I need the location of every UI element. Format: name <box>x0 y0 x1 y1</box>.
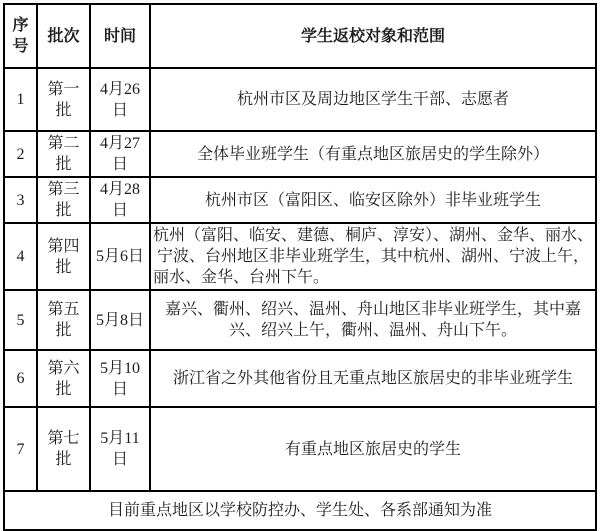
table-row <box>4 407 596 491</box>
table-row <box>4 68 596 131</box>
footer-note-row <box>4 491 596 530</box>
seq-cell: 3 <box>4 177 37 223</box>
header-scope: 学生返校对象和范围 <box>150 4 596 68</box>
scope-cell: 嘉兴、衢州、绍兴、温州、舟山地区非毕业班学生，其中嘉兴、绍兴上午，衢州、温州、舟山下午。 <box>150 290 596 350</box>
batch-cell: 第四批 <box>37 223 90 290</box>
header-batch: 批次 <box>37 4 90 68</box>
batch-cell: 第二批 <box>37 131 90 177</box>
time-cell: 5月10日 <box>90 350 150 407</box>
table-row <box>4 350 596 407</box>
seq-cell: 7 <box>4 407 37 491</box>
seq-cell: 2 <box>4 131 37 177</box>
seq-cell: 4 <box>4 223 37 290</box>
table-row <box>4 177 596 223</box>
time-cell: 4月26日 <box>90 68 150 131</box>
scope-cell: 杭州（富阳、临安、建德、桐庐、淳安）、湖州、金华、丽水、宁波、台州地区非毕业班学生，其中杭州、湖州、宁波上午，丽水、金华、台州下午。 <box>150 223 596 290</box>
batch-cell: 第七批 <box>37 407 90 491</box>
table-header-row <box>4 4 596 68</box>
scope-cell: 浙江省之外其他省份且无重点地区旅居史的非毕业班学生 <box>150 350 596 407</box>
time-cell: 4月28日 <box>90 177 150 223</box>
time-cell: 5月8日 <box>90 290 150 350</box>
batch-cell: 第五批 <box>37 290 90 350</box>
footer-note: 目前重点地区以学校防控办、学生处、各系部通知为准 <box>4 491 596 530</box>
table-row <box>4 223 596 290</box>
batch-cell: 第三批 <box>37 177 90 223</box>
seq-cell: 6 <box>4 350 37 407</box>
time-cell: 5月6日 <box>90 223 150 290</box>
header-seq: 序号 <box>4 4 37 68</box>
time-cell: 5月11日 <box>90 407 150 491</box>
table-row <box>4 131 596 177</box>
header-time: 时间 <box>90 4 150 68</box>
time-cell: 4月27日 <box>90 131 150 177</box>
seq-cell: 1 <box>4 68 37 131</box>
scope-cell: 杭州市区（富阳区、临安区除外）非毕业班学生 <box>150 177 596 223</box>
batch-cell: 第一批 <box>37 68 90 131</box>
scope-cell: 杭州市区及周边地区学生干部、志愿者 <box>150 68 596 131</box>
table-row <box>4 290 596 350</box>
scope-cell: 全体毕业班学生（有重点地区旅居史的学生除外） <box>150 131 596 177</box>
scope-cell: 有重点地区旅居史的学生 <box>150 407 596 491</box>
seq-cell: 5 <box>4 290 37 350</box>
batch-cell: 第六批 <box>37 350 90 407</box>
student-return-schedule-table <box>3 3 597 531</box>
